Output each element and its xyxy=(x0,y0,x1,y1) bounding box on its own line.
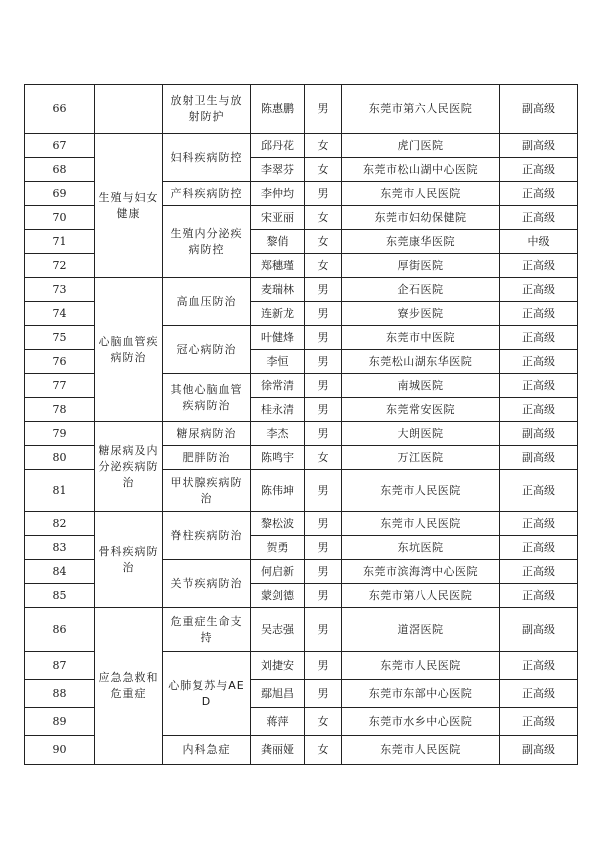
row-number: 76 xyxy=(25,350,95,374)
category-cell: 心脑血管疾病防治 xyxy=(95,278,163,422)
hospital: 南城医院 xyxy=(342,374,500,398)
expert-name: 陈鸣宇 xyxy=(251,446,305,470)
hospital: 东莞市中医院 xyxy=(342,326,500,350)
expert-name: 宋亚丽 xyxy=(251,206,305,230)
professional-title: 正高级 xyxy=(500,206,578,230)
gender: 女 xyxy=(305,446,342,470)
subcategory-cell: 妇科疾病防控 xyxy=(163,134,251,182)
expert-name: 郑穗瑾 xyxy=(251,254,305,278)
table-row xyxy=(25,422,578,446)
professional-title: 副高级 xyxy=(500,422,578,446)
hospital: 东莞市第六人民医院 xyxy=(342,85,500,134)
hospital: 东莞常安医院 xyxy=(342,398,500,422)
table-row xyxy=(25,608,578,652)
row-number: 80 xyxy=(25,446,95,470)
professional-title: 正高级 xyxy=(500,708,578,736)
expert-name: 蒙剑德 xyxy=(251,584,305,608)
row-number: 68 xyxy=(25,158,95,182)
row-number: 79 xyxy=(25,422,95,446)
hospital: 东莞市人民医院 xyxy=(342,652,500,680)
gender: 男 xyxy=(305,398,342,422)
row-number: 89 xyxy=(25,708,95,736)
subcategory-cell: 内科急症 xyxy=(163,736,251,765)
professional-title: 正高级 xyxy=(500,560,578,584)
hospital: 东莞市人民医院 xyxy=(342,470,500,512)
hospital: 东莞市东部中心医院 xyxy=(342,680,500,708)
subcategory-cell: 高血压防治 xyxy=(163,278,251,326)
gender: 女 xyxy=(305,230,342,254)
gender: 男 xyxy=(305,584,342,608)
table-row xyxy=(25,85,578,134)
professional-title: 正高级 xyxy=(500,254,578,278)
hospital: 厚街医院 xyxy=(342,254,500,278)
subcategory-cell: 放射卫生与放射防护 xyxy=(163,85,251,134)
table-row xyxy=(25,512,578,536)
professional-title: 副高级 xyxy=(500,736,578,765)
hospital: 大朗医院 xyxy=(342,422,500,446)
hospital: 东坑医院 xyxy=(342,536,500,560)
professional-title: 中级 xyxy=(500,230,578,254)
professional-title: 副高级 xyxy=(500,85,578,134)
gender: 男 xyxy=(305,652,342,680)
expert-name: 鄢旭昌 xyxy=(251,680,305,708)
gender: 男 xyxy=(305,680,342,708)
hospital: 东莞市松山湖中心医院 xyxy=(342,158,500,182)
row-number: 75 xyxy=(25,326,95,350)
expert-name: 龚丽娅 xyxy=(251,736,305,765)
category-cell: 应急急救和危重症 xyxy=(95,608,163,765)
professional-title: 正高级 xyxy=(500,398,578,422)
row-number: 69 xyxy=(25,182,95,206)
professional-title: 正高级 xyxy=(500,278,578,302)
subcategory-cell: 肥胖防治 xyxy=(163,446,251,470)
professional-title: 正高级 xyxy=(500,158,578,182)
expert-name: 李翠芬 xyxy=(251,158,305,182)
row-number: 87 xyxy=(25,652,95,680)
subcategory-cell: 生殖内分泌疾病防控 xyxy=(163,206,251,278)
expert-name: 黎俏 xyxy=(251,230,305,254)
expert-name: 陈惠鹏 xyxy=(251,85,305,134)
expert-name: 吴志强 xyxy=(251,608,305,652)
expert-name: 黎松波 xyxy=(251,512,305,536)
row-number: 71 xyxy=(25,230,95,254)
category-cell: 骨科疾病防治 xyxy=(95,512,163,608)
professional-title: 正高级 xyxy=(500,584,578,608)
professional-title: 正高级 xyxy=(500,470,578,512)
gender: 男 xyxy=(305,182,342,206)
expert-name: 桂永清 xyxy=(251,398,305,422)
gender: 男 xyxy=(305,85,342,134)
expert-name: 邱丹花 xyxy=(251,134,305,158)
hospital: 东莞市水乡中心医院 xyxy=(342,708,500,736)
row-number: 85 xyxy=(25,584,95,608)
gender: 男 xyxy=(305,326,342,350)
gender: 男 xyxy=(305,350,342,374)
hospital: 东莞市人民医院 xyxy=(342,182,500,206)
gender: 男 xyxy=(305,302,342,326)
professional-title: 正高级 xyxy=(500,302,578,326)
professional-title: 副高级 xyxy=(500,608,578,652)
hospital: 道滘医院 xyxy=(342,608,500,652)
hospital: 东莞市妇幼保健院 xyxy=(342,206,500,230)
hospital: 东莞市滨海湾中心医院 xyxy=(342,560,500,584)
expert-name: 李杰 xyxy=(251,422,305,446)
gender: 女 xyxy=(305,134,342,158)
hospital: 东莞松山湖东华医院 xyxy=(342,350,500,374)
row-number: 66 xyxy=(25,85,95,134)
gender: 男 xyxy=(305,536,342,560)
gender: 男 xyxy=(305,278,342,302)
row-number: 67 xyxy=(25,134,95,158)
row-number: 86 xyxy=(25,608,95,652)
hospital: 万江医院 xyxy=(342,446,500,470)
category-cell xyxy=(95,85,163,134)
subcategory-cell: 其他心脑血管疾病防治 xyxy=(163,374,251,422)
professional-title: 副高级 xyxy=(500,446,578,470)
subcategory-cell: 糖尿病防治 xyxy=(163,422,251,446)
hospital: 东莞市人民医院 xyxy=(342,736,500,765)
professional-title: 正高级 xyxy=(500,326,578,350)
expert-roster-table xyxy=(24,84,578,765)
category-cell: 糖尿病及内分泌疾病防治 xyxy=(95,422,163,512)
row-number: 84 xyxy=(25,560,95,584)
professional-title: 副高级 xyxy=(500,134,578,158)
expert-name: 徐常清 xyxy=(251,374,305,398)
gender: 女 xyxy=(305,158,342,182)
gender: 男 xyxy=(305,422,342,446)
subcategory-cell: 危重症生命支持 xyxy=(163,608,251,652)
expert-name: 陈伟坤 xyxy=(251,470,305,512)
table-row xyxy=(25,134,578,158)
row-number: 83 xyxy=(25,536,95,560)
subcategory-cell: 脊柱疾病防治 xyxy=(163,512,251,560)
professional-title: 正高级 xyxy=(500,374,578,398)
row-number: 72 xyxy=(25,254,95,278)
expert-name: 蒋萍 xyxy=(251,708,305,736)
expert-name: 刘捷安 xyxy=(251,652,305,680)
gender: 男 xyxy=(305,512,342,536)
hospital: 东莞康华医院 xyxy=(342,230,500,254)
professional-title: 正高级 xyxy=(500,652,578,680)
gender: 男 xyxy=(305,608,342,652)
subcategory-cell: 冠心病防治 xyxy=(163,326,251,374)
row-number: 88 xyxy=(25,680,95,708)
gender: 女 xyxy=(305,708,342,736)
subcategory-cell: 甲状腺疾病防治 xyxy=(163,470,251,512)
expert-name: 贺勇 xyxy=(251,536,305,560)
row-number: 73 xyxy=(25,278,95,302)
gender: 男 xyxy=(305,374,342,398)
row-number: 90 xyxy=(25,736,95,765)
professional-title: 正高级 xyxy=(500,536,578,560)
row-number: 74 xyxy=(25,302,95,326)
expert-name: 李仲均 xyxy=(251,182,305,206)
gender: 女 xyxy=(305,736,342,765)
expert-name: 连新龙 xyxy=(251,302,305,326)
hospital: 企石医院 xyxy=(342,278,500,302)
gender: 女 xyxy=(305,206,342,230)
professional-title: 正高级 xyxy=(500,350,578,374)
expert-name: 何启新 xyxy=(251,560,305,584)
expert-name: 叶健烽 xyxy=(251,326,305,350)
expert-name: 李恒 xyxy=(251,350,305,374)
hospital: 东莞市第八人民医院 xyxy=(342,584,500,608)
row-number: 70 xyxy=(25,206,95,230)
professional-title: 正高级 xyxy=(500,512,578,536)
table-row xyxy=(25,278,578,302)
hospital: 寮步医院 xyxy=(342,302,500,326)
expert-name: 麦瑞林 xyxy=(251,278,305,302)
row-number: 82 xyxy=(25,512,95,536)
professional-title: 正高级 xyxy=(500,680,578,708)
row-number: 78 xyxy=(25,398,95,422)
gender: 女 xyxy=(305,254,342,278)
hospital: 东莞市人民医院 xyxy=(342,512,500,536)
subcategory-cell: 心肺复苏与AED xyxy=(163,652,251,736)
hospital: 虎门医院 xyxy=(342,134,500,158)
gender: 男 xyxy=(305,560,342,584)
row-number: 81 xyxy=(25,470,95,512)
gender: 男 xyxy=(305,470,342,512)
subcategory-cell: 关节疾病防治 xyxy=(163,560,251,608)
professional-title: 正高级 xyxy=(500,182,578,206)
row-number: 77 xyxy=(25,374,95,398)
subcategory-cell: 产科疾病防控 xyxy=(163,182,251,206)
category-cell: 生殖与妇女健康 xyxy=(95,134,163,278)
